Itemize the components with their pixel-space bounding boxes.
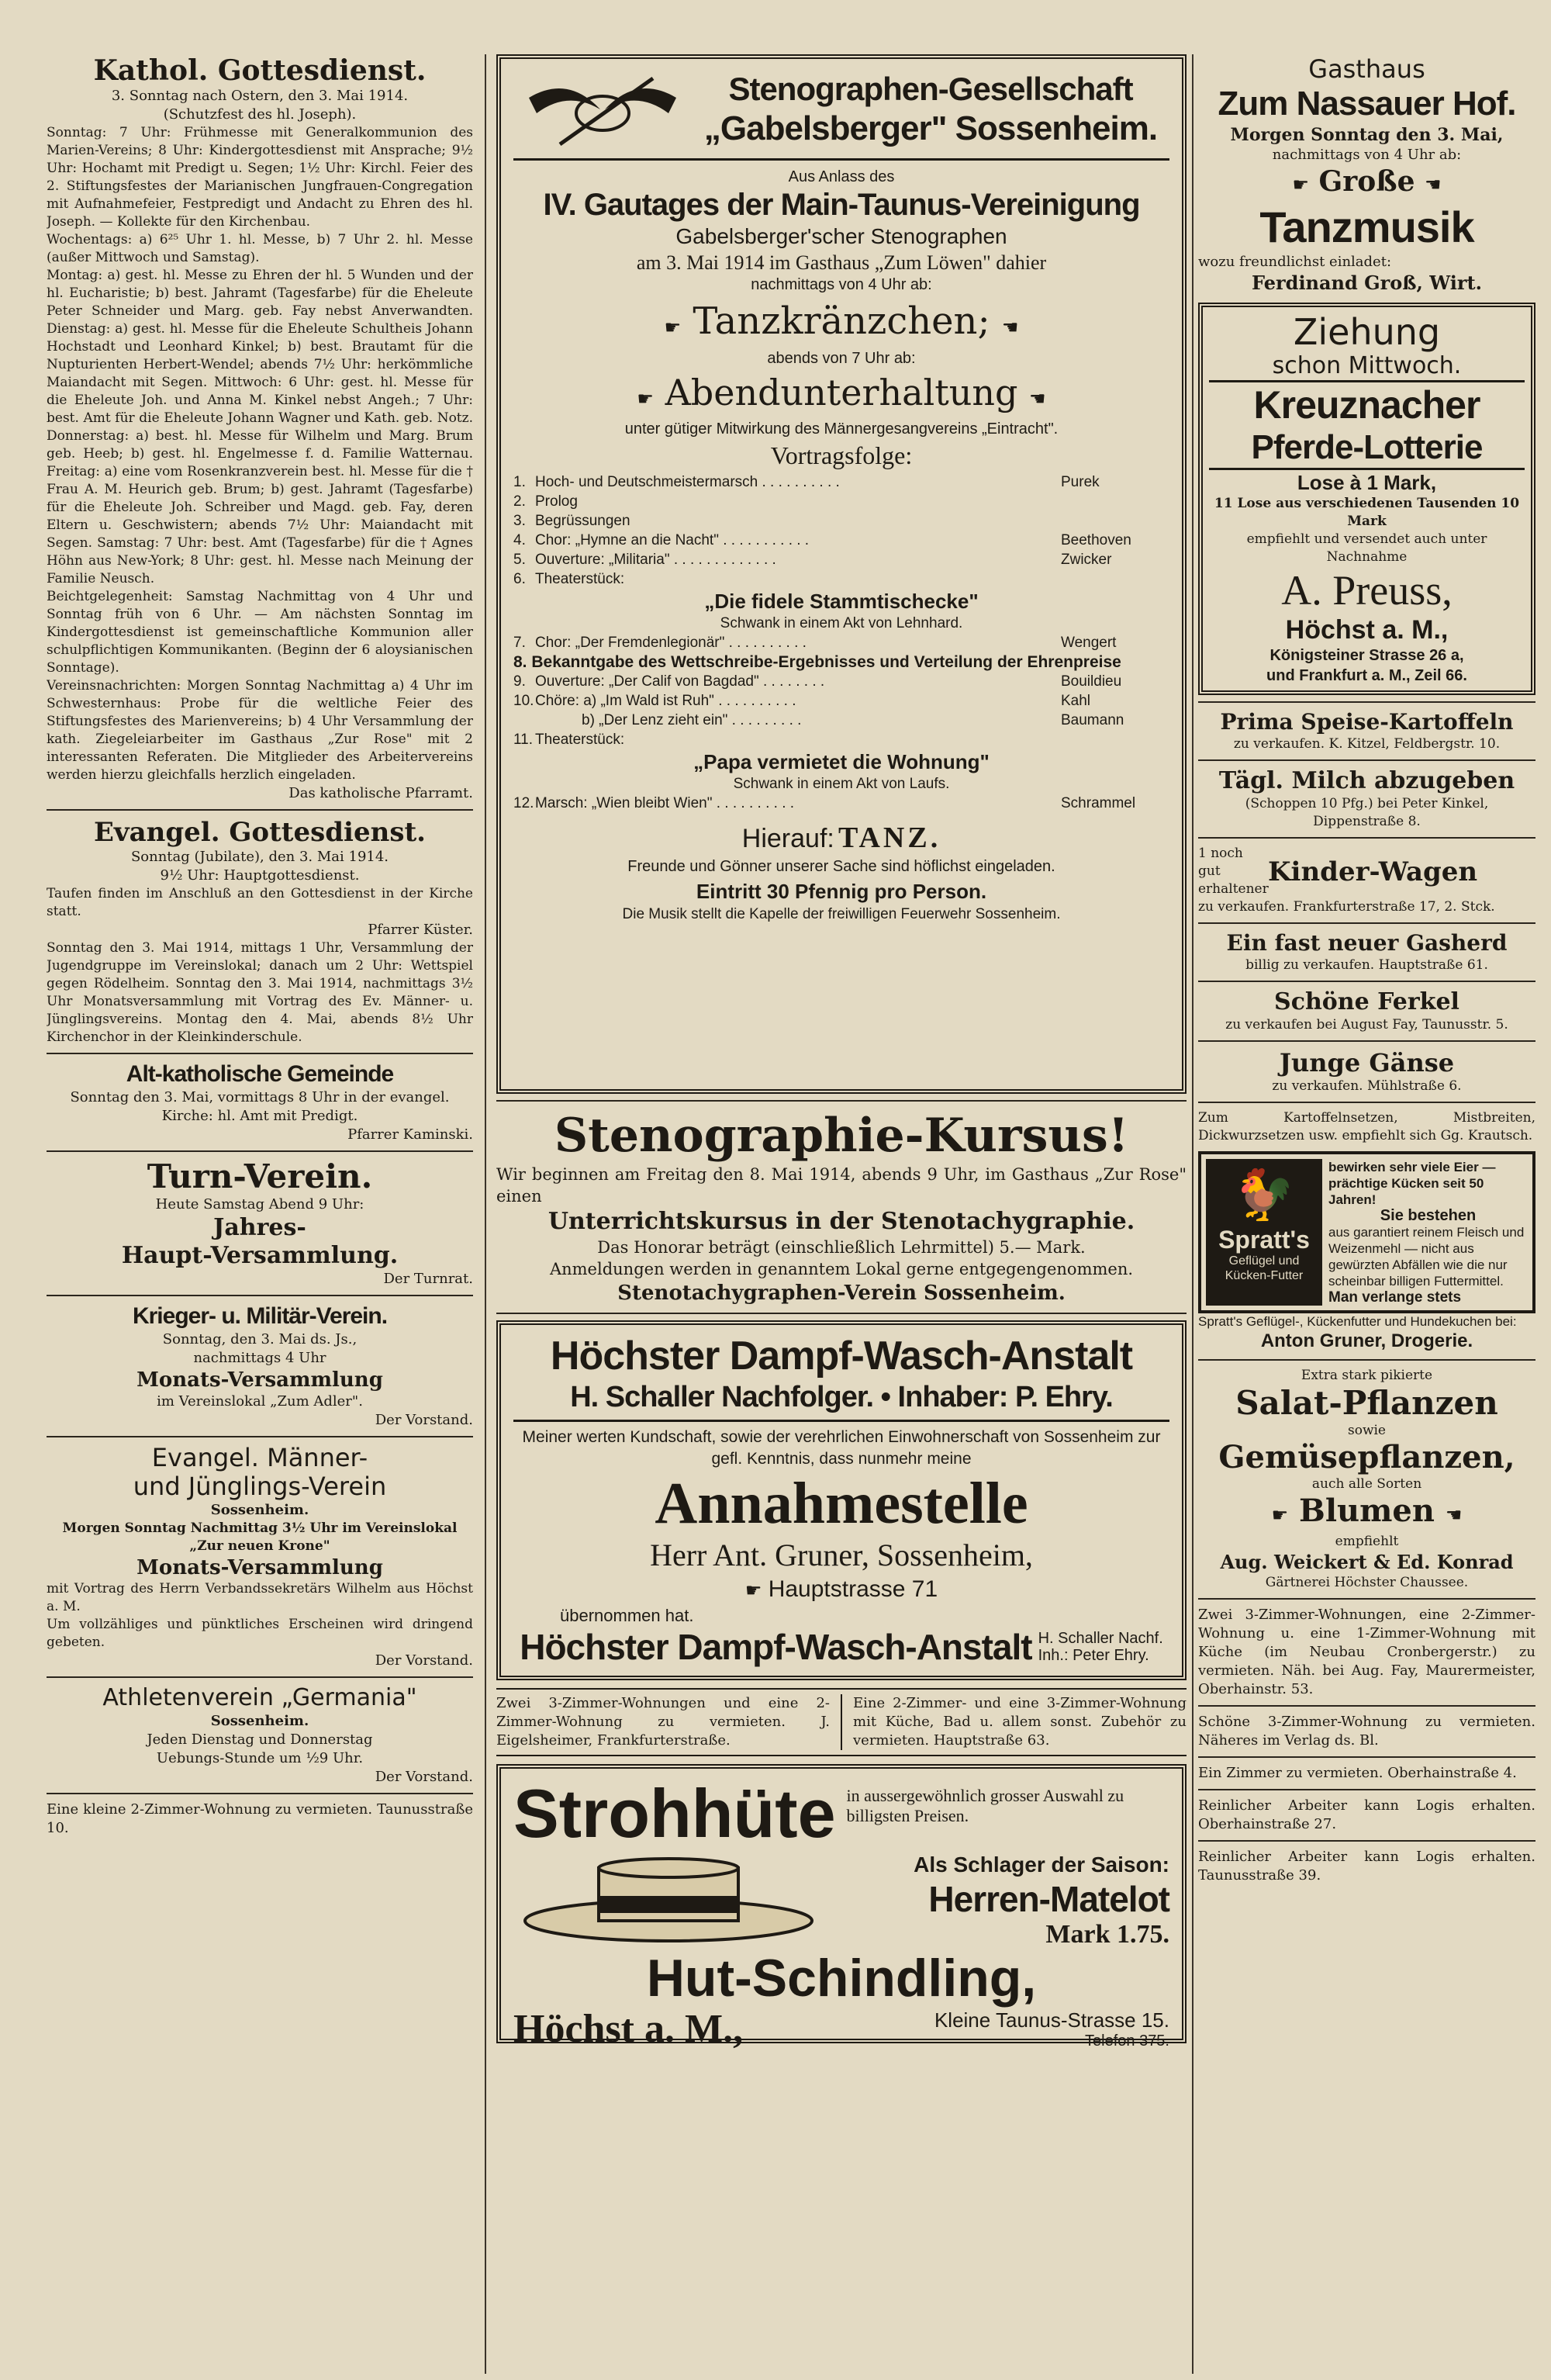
turn-sign: Der Turnrat. (383, 1271, 473, 1287)
evmaenner-big: Monats-Versammlung (136, 1556, 383, 1579)
lotterie-mittwoch: schon Mittwoch. (1272, 352, 1462, 379)
spratt-ad (1198, 1151, 1535, 1313)
evmaenner-verein (47, 1444, 473, 1670)
salat-sub: Gärtnerei Höchster Chaussee. (1265, 1575, 1469, 1590)
steno-ad (496, 54, 1187, 1094)
evmaenner-l1: Morgen Sonntag Nachmittag 3½ Uhr im Vereinslokal „Zur neuen Krone" (62, 1520, 458, 1554)
steno-freunde: Freunde und Gönner unserer Sache sind höflichst eingeladen. (627, 858, 1055, 875)
kath-sub: (Schutzfest des hl. Joseph). (163, 106, 357, 123)
steno-abend: Abendunterhaltung (665, 372, 1018, 413)
pointing-hand-icon: ☛ (637, 388, 654, 410)
kursus-l1: Wir beginnen am Freitag den 8. Mai 1914, abends 9 Uhr, im Gasthaus „Zur Rose" einen (496, 1165, 1187, 1206)
whg-ad-1: Zwei 3-Zimmer-Wohnungen und eine 2-Zimmer-Wohnung zu vermieten. J. Eigelsheimer, Frankfurterstraße. (496, 1694, 842, 1750)
column-middle (496, 54, 1187, 2374)
lotterie-ad (1198, 303, 1535, 695)
kartoffeln-sub: zu verkaufen. K. Kitzel, Feldbergstr. 10. (1233, 736, 1501, 752)
germania-sign: Der Vorstand. (375, 1769, 473, 1785)
wasch-uebern: übernommen hat. (560, 1606, 694, 1625)
kath-days: Montag: a) gest. hl. Messe zu Ehren der hl. 5 Wunden und der hl. Eucharistie; b) best. Jahramt (Tagesfarbe) für die Eheleute Peter Schneider und Marg. geb. Fay nebst Anverwandten. Dienstag: a) gest. hl. Messe für die Eheleute Schultheis Johann Hochstadt und Leonhard Kinkel; b) best. Brautamt für die Nupturienten Herbert-Wendel; abends 7½ Uhr: herkömmliche Maiandacht mit Segen. Mittwoch: 6 Uhr: gest. hl. Messe für die Eheleute Joh. und Anna M. Kinkel nebst Angeh.; 7 Uhr: best. Amt für die Eheleute Johann Wagner und Kath. geb. Notz. Donnerstag: a) best. hl. Messe für Wilhelm und Marg. Brum geb. Heeb; b) gest. hl. Engelmesse f. d. Familie Watternau. Freitag: a) eine vom Rosenkranzverein best. hl. Messe für die † Frau A. M. Heurich geb. Brum; b) gest. Jahramt (Tagesfarbe) für die Eheleute Joh. Schreiber und Magd. geb. Fay, deren Eltern u. Geschwistern; abends 7½ Uhr: Maiandacht mit Segen. Samstag: 7 Uhr: best. Amt (Tagesfarbe) für die † Agnes Höhn aus New-York; 8 Uhr: gest. hl. Messe nach Meinung der Familie Neusch. (47, 268, 473, 586)
lotterie-hoechst: Höchst a. M., (1285, 615, 1449, 645)
spratt-t6: Anton Gruner, Drogerie. (1260, 1330, 1473, 1351)
program-item-8: 8. Bekanntgabe des Wettschreibe-Ergebnisses und Verteilung der Ehrenpreise (513, 653, 1121, 671)
kartoffeln-title: Prima Speise-Kartoffeln (1220, 709, 1514, 735)
arbeiter-ad-2: Reinlicher Arbeiter kann Logis erhalten. Taunusstraße 39. (1198, 1849, 1535, 1884)
turn-line: Heute Samstag Abend 9 Uhr: (155, 1196, 364, 1212)
pointing-hand-icon: ☚ (1425, 174, 1442, 195)
germania-place: Sossenheim. (210, 1713, 309, 1729)
lotterie-elf: 11 Lose aus verschiedenen Tausenden 10 Mark (1214, 496, 1520, 529)
nassau-l2: nachmittags von 4 Uhr ab: (1272, 147, 1462, 163)
turn-verein (47, 1158, 473, 1289)
spratt-t2: Sie bestehen (1380, 1207, 1477, 1224)
pointing-hand-icon: ☛ (744, 1579, 762, 1601)
gasherd-title: Ein fast neuer Gasherd (1226, 930, 1508, 956)
kinder-title: Kinder-Wagen (1268, 856, 1478, 887)
altkath-gemeinde (47, 1060, 473, 1144)
kath-week: Wochentags: a) 6²⁵ Uhr 1. hl. Messe, b) 7 Uhr 2. hl. Messe (außer Mittwoch und Samstag). (47, 232, 473, 265)
steno-eintritt: Eintritt 30 Pfennig pro Person. (696, 880, 987, 903)
salat-gem: Gemüsepflanzen, (1218, 1439, 1515, 1475)
evang-sign: Pfarrer Küster. (368, 922, 473, 938)
evang-body: Sonntag den 3. Mai 1914, mittags 1 Uhr, Versammlung der Jugendgruppe im Vereinslokal; danach um 2 Uhr: Wettspiel gegen Rödelheim. Sonntag den 3. Mai 1914, nachmittags 3½ Uhr Monatsversammlung mit Vortrag des Ev. Männer- u. Jünglingsvereins. Montag den 4. Mai, abends 8½ Uhr Kirchenchor in der Kleinkinderschule. (47, 940, 473, 1045)
wasch-foot2b: Inh.: Peter Ehry. (1038, 1647, 1149, 1664)
wasch-foot: Höchster Dampf-Wasch-Anstalt (520, 1627, 1032, 1667)
hut-herren: Herren-Matelot (928, 1879, 1169, 1919)
hut-ort: Höchst a. M., (513, 2007, 744, 2051)
salat-ad (1198, 1367, 1535, 1592)
steno-tanzbig: TANZ. (838, 822, 941, 854)
germania-l2: Uebungs-Stunde um ½9 Uhr. (156, 1750, 364, 1766)
program-play1-sub: Schwank in einem Akt von Lehnhard. (720, 615, 963, 631)
wasch-annahme: Annahmestelle (655, 1471, 1028, 1536)
pointing-hand-icon: ☛ (1271, 1504, 1289, 1526)
kath-gottesdienst (47, 54, 473, 803)
program-item: 4. Chor: „Hymne an die Nacht" . . . . . . . . . . . Beethoven (513, 532, 1131, 548)
evang-gottesdienst (47, 817, 473, 1046)
lotterie-ffm: und Frankfurt a. M., Zeil 66. (1266, 667, 1467, 684)
wasch-body: Meiner werten Kundschaft, sowie der verehrlichen Einwohnerschaft von Sossenheim zur gefl. Kenntnis, dass nunmehr meine (522, 1428, 1161, 1468)
star-icon: • (880, 1381, 898, 1413)
nassau-name: Zum Nassauer Hof. (1218, 85, 1516, 123)
pointing-hand-icon: ☚ (1029, 388, 1046, 410)
evmaenner-title1: Evangel. Männer- (151, 1443, 368, 1472)
evmaenner-title2: und Jünglings-Verein (133, 1472, 387, 1501)
altkath-title: Alt-katholische Gemeinde (126, 1061, 394, 1087)
kursus-title: Stenographie-Kursus! (554, 1109, 1129, 1163)
krieger-verein (47, 1302, 473, 1430)
nassau-l1: Morgen Sonntag den 3. Mai, (1230, 125, 1504, 145)
column-right (1198, 54, 1535, 2374)
hut-firma: Hut-Schindling, (646, 1949, 1037, 2008)
straw-hat-icon (513, 1851, 824, 1944)
spratt-logo-text: Spratt's (1218, 1226, 1310, 1254)
steno-gautag: IV. Gautages der Main-Taunus-Vereinigung (543, 188, 1140, 222)
milch-sub: (Schoppen 10 Pfg.) bei Peter Kinkel, Dippenstraße 8. (1245, 796, 1489, 829)
pointing-hand-icon: ☚ (1445, 1504, 1463, 1526)
steno-nachm: nachmittags von 4 Uhr ab: (751, 276, 932, 293)
program-item: 6. Theaterstück: (513, 571, 625, 587)
kursus-sign: Stenotachygraphen-Verein Sossenheim. (617, 1282, 1066, 1305)
krieger-sign: Der Vorstand. (375, 1412, 473, 1428)
hut-addr: Kleine Taunus-Strasse 15. (934, 2008, 1169, 2032)
evmaenner-l3: Um vollzähliges und pünktliches Erscheinen wird dringend gebeten. (47, 1617, 473, 1650)
program-list (513, 472, 1169, 813)
kursus-ad (496, 1108, 1187, 1306)
gaense-sub: zu verkaufen. Mühlstraße 6. (1272, 1078, 1462, 1094)
nassau-grosse: Große (1318, 165, 1415, 198)
kath-body: Sonntag: 7 Uhr: Frühmesse mit Generalkommunion des Marien-Vereins; 8 Uhr: Kindergottesdienst mit Ansprache; 9½ Uhr: Hochamt mit Predigt u. Segen; 1½ Uhr: Kirchl. Feier des 2. Stiftungsfestes der Marianischen Jungfrauen-Congregation mit Aufnahmefeier, Festpredigt und Andacht zu Ehren des hl. Joseph. — Kollekte für den Kirchenbau. (47, 125, 473, 230)
krieger-l1: Sonntag, den 3. Mai ds. Js., (162, 1331, 358, 1347)
salat-sowie: sowie (1347, 1423, 1386, 1438)
salat-firma: Aug. Weickert & Ed. Konrad (1220, 1551, 1514, 1573)
steno-vortrag: Vortragsfolge: (770, 441, 913, 469)
wasch-foot2a: H. Schaller Nachf. (1038, 1630, 1163, 1647)
salat-blumen: Blumen (1299, 1493, 1435, 1529)
evang-time: 9½ Uhr: Hauptgottesdienst. (160, 867, 360, 884)
evang-title: Evangel. Gottesdienst. (93, 817, 427, 848)
spratt-t1: bewirken sehr viele Eier — prächtige Kücken seit 50 Jahren! (1328, 1160, 1496, 1207)
evmaenner-place: Sossenheim. (210, 1502, 309, 1518)
steno-hierauf: Hierauf: (741, 824, 834, 853)
whg-ad-2: Eine 2-Zimmer- und eine 3-Zimmer-Wohnung mit Küche, Bad u. allem sonst. Zubehör zu vermieten. Hauptstraße 63. (853, 1695, 1187, 1749)
ferkel-title: Schöne Ferkel (1274, 988, 1459, 1015)
evmaenner-sign: Der Vorstand. (375, 1652, 473, 1669)
program-item: 5. Ouverture: „Militaria" . . . . . . . . . . . . . Zwicker (513, 552, 1112, 568)
steno-title2: „Gabelsberger" Sossenheim. (703, 109, 1158, 147)
program-item: 3. Begrüssungen (513, 513, 630, 529)
gasherd-sub: billig zu verkaufen. Hauptstraße 61. (1245, 957, 1488, 973)
kath-date: 3. Sonntag nach Ostern, den 3. Mai 1914. (111, 88, 409, 104)
hut-mark: Mark 1.75. (1045, 1920, 1169, 1949)
program-item: 7. Chor: „Der Fremdenlegionär" . . . . . . . . . . Wengert (513, 635, 1117, 651)
evang-taufen: Taufen finden im Anschluß an den Gottesdienst in der Kirche statt. (47, 886, 473, 919)
lotterie-preuss: A. Preuss, (1281, 567, 1453, 614)
program-item: b) „Der Lenz zieht ein" . . . . . . . . . Baumann (582, 712, 1124, 728)
kath-beicht: Beichtgelegenheit: Samstag Nachmittag von 4 Uhr und Sonntag früh von 6 Uhr. — Am nächsten Sonntag im Kindergottesdienst ist gemeinschaftliche Kommunion aller schulpflichtigen Kommunikanten. (Beginn der 6 aloysianischen Sonntage). (47, 589, 473, 676)
steno-anlass: Aus Anlass des (788, 168, 895, 185)
germania-verein (47, 1684, 473, 1787)
spratt-logo (1206, 1159, 1322, 1306)
krieger-l3: im Vereinslokal „Zum Adler". (157, 1393, 363, 1410)
krieger-big: Monats-Versammlung (136, 1368, 383, 1392)
column-rule-right (1192, 54, 1193, 2374)
wasch-ad (496, 1320, 1187, 1680)
pointing-hand-icon: ☛ (664, 317, 682, 338)
whg-ad-4: Schöne 3-Zimmer-Wohnung zu vermieten. Näheres im Verlag ds. Bl. (1198, 1714, 1535, 1749)
lotterie-kreuz: Kreuznacher (1209, 380, 1525, 427)
krieger-title: Krieger- u. Militär-Verein. (132, 1303, 388, 1329)
steno-musik: Die Musik stellt die Kapelle der freiwilligen Feuerwehr Sossenheim. (622, 906, 1061, 922)
turn-big1: Jahres- (213, 1214, 306, 1241)
spratt-t4: Man verlange stets (1328, 1289, 1462, 1306)
salat-title: Salat-Pflanzen (1235, 1384, 1498, 1422)
nassau-gast: Gasthaus (1308, 54, 1425, 84)
steno-title1: Stenographen-Gesellschaft (728, 71, 1133, 107)
program-play2-sub: Schwank in einem Akt von Laufs. (733, 776, 950, 792)
kleine-wohnung: Eine kleine 2-Zimmer-Wohnung zu vermieten. Taunusstraße 10. (47, 1801, 473, 1836)
gaense-title: Junge Gänse (1279, 1048, 1455, 1078)
ferkel-sub: zu verkaufen bei August Fay, Taunusstr. 5. (1225, 1017, 1508, 1033)
turn-big2: Haupt-Versammlung. (121, 1242, 399, 1269)
zimmer-ad: Ein Zimmer zu vermieten. Oberhainstraße 4. (1198, 1765, 1517, 1781)
kursus-l2: Unterrichtskursus in der Stenotachygraphie. (548, 1208, 1135, 1235)
spratt-logo-sub: Geflügel und Kücken-Futter (1225, 1254, 1304, 1282)
lotterie-lose: Lose à 1 Mark, (1209, 468, 1525, 495)
steno-gabels: Gabelsberger'scher Stenographen (675, 224, 1007, 248)
kursus-l4: Anmeldungen werden in genanntem Lokal gerne entgegengenommen. (549, 1260, 1134, 1278)
program-item: 9. Ouverture: „Der Calif von Bagdad" . . . . . . . . Bouildieu (513, 673, 1122, 690)
germania-l1: Jeden Dienstag und Donnerstag (147, 1731, 373, 1748)
program-item: 1. Hoch- und Deutschmeistermarsch . . . . . . . . . . Purek (513, 474, 1100, 490)
wasch-herr: Herr Ant. Gruner, Sossenheim, (650, 1538, 1033, 1572)
salat-auch: auch alle Sorten (1311, 1476, 1422, 1492)
steno-mitwirk: unter gütiger Mitwirkung des Männergesangvereins „Eintracht". (624, 420, 1059, 438)
wasch-haupt: Hauptstrasse 71 (768, 1576, 938, 1602)
kath-title: Kathol. Gottesdienst. (93, 54, 427, 87)
altkath-body: Sonntag den 3. Mai, vormittags 8 Uhr in der evangel. Kirche: hl. Amt mit Predigt. (70, 1089, 450, 1124)
kursus-l3: Das Honorar beträgt (einschließlich Lehrmittel) 5.— Mark. (597, 1238, 1086, 1257)
altkath-sign: Pfarrer Kaminski. (347, 1126, 473, 1143)
salat-pre: Extra stark pikierte (1301, 1368, 1433, 1383)
winged-quill-icon (513, 67, 692, 152)
steno-am: am 3. Mai 1914 im Gasthaus „Zum Löwen" dahier (636, 251, 1047, 274)
hut-tel: Telefon 375. (1085, 2032, 1169, 2050)
rooster-icon: 🐓 (1233, 1167, 1295, 1223)
milch-title: Tägl. Milch abzugeben (1218, 767, 1515, 794)
lotterie-ziehung: Ziehung (1293, 311, 1441, 353)
program-item: 10. Chöre: a) „Im Wald ist Ruh" . . . . . . . . . . Kahl (513, 693, 1091, 709)
kinder-sub: zu verkaufen. Frankfurterstraße 17, 2. Stck. (1198, 899, 1495, 915)
column-rule-left (485, 54, 486, 2374)
program-item: 12. Marsch: „Wien bleibt Wien" . . . . . . . . . . Schrammel (513, 795, 1136, 811)
kath-sign: Das katholische Pfarramt. (288, 785, 473, 801)
pointing-hand-icon: ☛ (1292, 174, 1309, 195)
germania-title: Athletenverein „Germania" (102, 1684, 417, 1711)
program-play1-title: „Die fidele Stammtischecke" (704, 590, 979, 613)
pointing-hand-icon: ☚ (1001, 317, 1019, 338)
program-item: 2. Prolog (513, 493, 578, 510)
hut-title: Strohhüte (513, 1775, 836, 1852)
wasch-title: Höchster Dampf-Wasch-Anstalt (550, 1334, 1133, 1379)
krieger-l2: nachmittags 4 Uhr (193, 1350, 326, 1366)
nassau-sign: Ferdinand Groß, Wirt. (1252, 272, 1482, 294)
wasch-sub2: Inhaber: P. Ehry. (897, 1381, 1113, 1413)
spratt-t3: aus garantiert reinem Fleisch und Weizenmehl — nicht aus gewürzten Abfällen wie die nur scheinbar billigen Futtermittel. (1328, 1225, 1525, 1289)
program-play2-title: „Papa vermietet die Wohnung" (693, 750, 990, 773)
arbeiter-ad-1: Reinlicher Arbeiter kann Logis erhalten. Oberhainstraße 27. (1198, 1797, 1535, 1832)
hut-side: in aussergewöhnlich grosser Auswahl zu billigsten Preisen. (846, 1786, 1124, 1825)
evang-date: Sonntag (Jubilate), den 3. Mai 1914. (130, 849, 389, 865)
wasch-sub1: H. Schaller Nachfolger. (570, 1381, 874, 1413)
hut-als: Als Schlager der Saison: (914, 1852, 1169, 1877)
kraut-ad: Zum Kartoffelnsetzen, Mistbreiten, Dickwurzsetzen usw. empfiehlt sich Gg. Krautsch. (1198, 1110, 1535, 1143)
lotterie-str: Königsteiner Strasse 26 a, (1269, 647, 1464, 664)
kinder-pre: 1 noch gut erhaltener (1198, 846, 1269, 897)
steno-abends: abends von 7 Uhr ab: (767, 350, 916, 367)
steno-tanz: Tanzkränzchen; (693, 299, 990, 343)
lotterie-pferde: Pferde-Lotterie (1251, 428, 1483, 466)
turn-title: Turn-Verein. (147, 1157, 373, 1195)
salat-empf: empfiehlt (1335, 1534, 1399, 1549)
kath-verein: Vereinsnachrichten: Morgen Sonntag Nachmittag a) 4 Uhr im Schwesternhaus: Probe für die weltliche Feier des Stiftungsfestes des Marienvereins; b) 4 Uhr Versammlung der kath. Ziegeleiarbeiter im Gasthaus „Zur Rose" mit 2 interessanten Referaten. Die Mitglieder des Arbeitervereins werden hierzu gleichfalls herzlich eingeladen. (47, 678, 473, 783)
hut-ad (496, 1764, 1187, 2051)
whg-ad-3: Zwei 3-Zimmer-Wohnungen, eine 2-Zimmer-Wohnung u. eine 1-Zimmer-Wohnung mit Küche (im Neubau Cronbergerstr.) zu vermieten. Näh. bei Aug. Fay, Maurermeister, Oberhainstr. 53. (1198, 1607, 1535, 1697)
nassau-l3: wozu freundlichst einladet: (1198, 254, 1392, 270)
nassau-ad (1198, 54, 1535, 295)
program-item: 11. Theaterstück: (513, 732, 625, 748)
lotterie-empf: empfiehlt und versendet auch unter Nachnahme (1246, 531, 1487, 565)
nassau-tanz: Tanzmusik (1259, 202, 1474, 251)
column-left (47, 54, 473, 2374)
spratt-t5: Spratt's Geflügel-, Kückenfutter und Hundekuchen bei: (1198, 1314, 1517, 1329)
evmaenner-l2: mit Vortrag des Herrn Verbandssekretärs Wilhelm aus Höchst a. M. (47, 1581, 473, 1614)
